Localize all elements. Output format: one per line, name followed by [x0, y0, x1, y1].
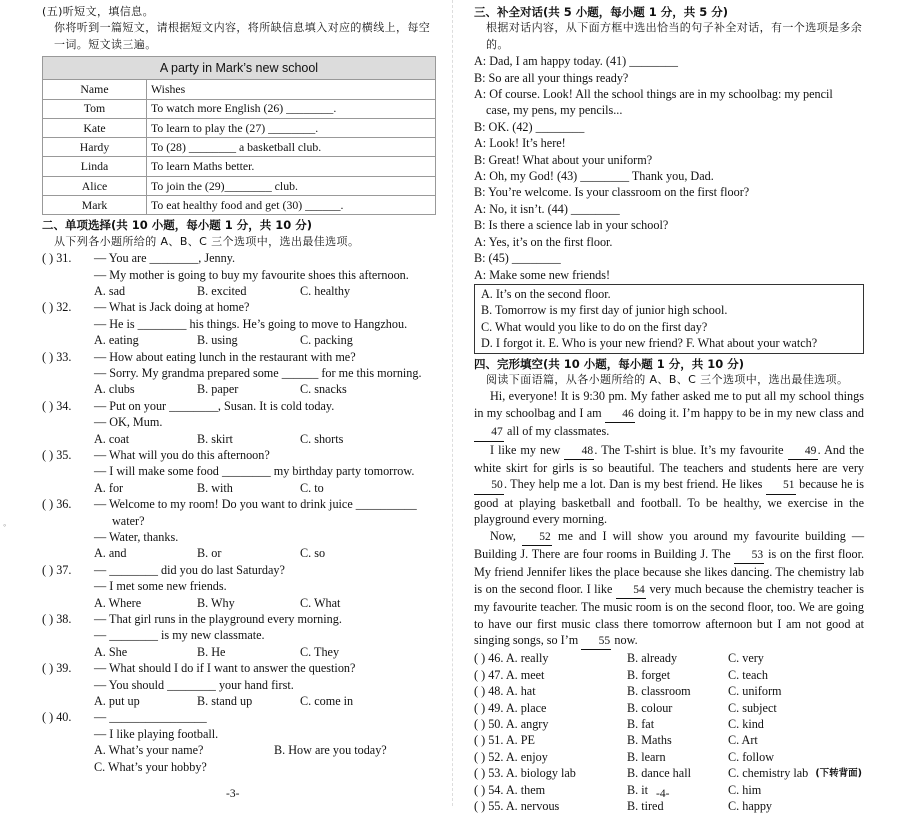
- cloze-option-c: C. him: [728, 782, 762, 797]
- table-cell: To learn Maths better.: [147, 157, 436, 176]
- right-page: [474, 4, 864, 815]
- question-line: — Water, thanks.: [94, 530, 179, 545]
- passage-paragraph: I like my new 48. The T-shirt is blue. It’s my favourite 49. And the white skirt for girls is so beautiful. The teachers and students here are very 50. They help me a lot. Dan is my best friend. He likes 51 because he is good at playing basketball and football. To be healthy, we exercise in the playground every morning.: [474, 442, 865, 527]
- question-number: ( ) 32.: [42, 300, 72, 315]
- cloze-option-b: B. tired: [627, 799, 664, 814]
- option-b: B. paper: [197, 382, 239, 397]
- dialog-line: A: Dad, I am happy today. (41) ________: [474, 54, 678, 69]
- cloze-option-b: B. forget: [627, 667, 671, 682]
- dialog: [474, 53, 864, 283]
- blank-46: 46: [605, 406, 635, 423]
- cloze-option-row: [474, 732, 864, 748]
- question-line: — ________ is my new classmate.: [94, 628, 265, 643]
- cloze-option-b: B. fat: [627, 717, 655, 732]
- option-c: C. snacks: [300, 382, 347, 397]
- option-a: A. What’s your name?: [94, 743, 204, 758]
- question-line: — My mother is going to buy my favourite shoes this afternoon.: [94, 267, 409, 282]
- blank-54: 54: [616, 582, 646, 599]
- table-cell: Tom: [43, 99, 147, 118]
- option-a: A. sad: [94, 283, 126, 298]
- cloze-option-a: ( ) 51. A. PE: [474, 733, 535, 748]
- cloze-option-c: C. very: [728, 651, 764, 666]
- cloze-option-b: B. dance hall: [627, 766, 691, 781]
- option-a: A. She: [94, 644, 128, 659]
- cloze-option-row: [474, 683, 864, 699]
- options-box: [474, 284, 864, 354]
- question-line: — I met some new friends.: [94, 579, 227, 594]
- table-cell: To eat healthy food and get (30) ______.: [147, 196, 436, 215]
- table-cell: To (28) ________ a basketball club.: [147, 138, 436, 157]
- question-number: ( ) 31.: [42, 251, 72, 266]
- question-line: — Sorry. My grandma prepared some ______ for me this morning.: [94, 365, 422, 380]
- question-line: — I like playing football.: [94, 726, 219, 741]
- blank-48: 48: [564, 443, 594, 460]
- cloze-passage: [474, 388, 864, 650]
- dialog-line: A: Oh, my God! (43) ________ Thank you, Dad.: [474, 169, 714, 184]
- cloze-option-a: ( ) 52. A. enjoy: [474, 749, 548, 764]
- question-line: — ________________: [94, 710, 207, 725]
- question-39: [42, 660, 436, 709]
- table-cell: To learn to play the (27) ________.: [147, 118, 436, 137]
- question-line: — You should ________ your hand first.: [94, 677, 294, 692]
- option-a: A. for: [94, 480, 124, 495]
- question-40: [42, 709, 436, 775]
- table-cell: Alice: [43, 176, 147, 195]
- cloze-option-a: ( ) 48. A. hat: [474, 684, 536, 699]
- question-line: — I will make some food ________ my birthday party tomorrow.: [94, 464, 415, 479]
- table-row: [43, 138, 436, 157]
- cloze-option-b: B. classroom: [627, 684, 691, 699]
- dialog-line: A: No, it isn’t. (44) ________: [474, 201, 620, 216]
- question-number: ( ) 35.: [42, 447, 72, 462]
- blank-50: 50: [474, 477, 504, 494]
- table-row: [43, 196, 436, 215]
- option-c: C. come in: [300, 694, 354, 709]
- dialog-line: case, my pens, my pencils...: [486, 103, 623, 118]
- cloze-option-c: C. follow: [728, 749, 775, 764]
- cloze-option-a: ( ) 50. A. angry: [474, 717, 549, 732]
- option-c: C. packing: [300, 333, 353, 348]
- option-a: A. eating: [94, 333, 139, 348]
- option-b: B. Why: [197, 595, 235, 610]
- cloze-option-b: B. colour: [627, 700, 673, 715]
- box-option: D. I forgot it. E. Who is your new friend? F. What about your watch?: [481, 336, 818, 351]
- question-33: [42, 349, 436, 398]
- dialog-line: B: (45) ________: [474, 251, 561, 266]
- option-a: A. and: [94, 546, 127, 561]
- cloze-option-a: ( ) 53. A. biology lab: [474, 766, 576, 781]
- table-cell: Kate: [43, 118, 147, 137]
- question-38: [42, 611, 436, 660]
- dialog-line: A: Of course. Look! All the school things are in my schoolbag: my pencil: [474, 87, 833, 102]
- table-header-wishes: Wishes: [147, 80, 436, 99]
- left-page: [42, 4, 436, 775]
- dialog-line: B: Is there a science lab in your school?: [474, 218, 669, 233]
- cloze-option-c: C. uniform: [728, 684, 782, 699]
- dialog-line: B: You’re welcome. Is your classroom on the first floor?: [474, 185, 750, 200]
- cloze-option-c: C. Art: [728, 733, 758, 748]
- question-32: [42, 299, 436, 348]
- blank-55: 55: [581, 633, 611, 650]
- page-number-left: -3-: [226, 787, 240, 800]
- cloze-option-row: [474, 667, 864, 683]
- cloze-option-row: [474, 700, 864, 716]
- cloze-option-c: C. chemistry lab: [728, 766, 809, 781]
- question-number: ( ) 39.: [42, 661, 72, 676]
- party-table: [42, 56, 436, 215]
- page-divider: [452, 0, 453, 806]
- cloze-option-c: C. happy: [728, 799, 773, 814]
- cloze-option-c: C. teach: [728, 667, 768, 682]
- cloze-option-b: B. Maths: [627, 733, 672, 748]
- option-c: C. healthy: [300, 283, 351, 298]
- option-c: C. What: [300, 595, 341, 610]
- cloze-option-b: B. learn: [627, 749, 666, 764]
- option-b: B. How are you today?: [274, 743, 387, 758]
- cloze-option-a: ( ) 49. A. place: [474, 700, 547, 715]
- question-34: [42, 398, 436, 447]
- question-line: — OK, Mum.: [94, 415, 163, 430]
- turn-over-note: (下转背面): [815, 768, 862, 779]
- question-line: — ________ did you do last Saturday?: [94, 562, 285, 577]
- question-line: — That girl runs in the playground every morning.: [94, 612, 342, 627]
- section4-instructions: 阅读下面语篇，从各小题所给的 A、B、C 三个选项中，选出最佳选项。: [486, 372, 849, 386]
- option-b: B. with: [197, 480, 233, 495]
- question-number: ( ) 33.: [42, 349, 72, 364]
- table-row: [43, 176, 436, 195]
- table-row: [43, 157, 436, 176]
- question-31: [42, 250, 436, 299]
- question-number: ( ) 38.: [42, 612, 72, 627]
- dialog-line: A: Yes, it’s on the first floor.: [474, 234, 613, 249]
- option-c: C. They: [300, 644, 340, 659]
- question-line: — What is Jack doing at home?: [94, 300, 250, 315]
- cloze-option-row: [474, 650, 864, 666]
- question-35: [42, 447, 436, 496]
- table-row: [43, 99, 436, 118]
- cloze-option-b: B. already: [627, 651, 678, 666]
- question-line: — What will you do this afternoon?: [94, 447, 270, 462]
- question-line: — Put on your ________, Susan. It is cold today.: [94, 398, 335, 413]
- section3-instructions: 根据对话内容，从下面方框中选出恰当的句子补全对话，有一个选项是多余的。: [486, 21, 863, 51]
- question-line: — What should I do if I want to answer the question?: [94, 661, 356, 676]
- table-row: [43, 118, 436, 137]
- passage-paragraph: Now, 52 me and I will show you around my favourite building — Building J. There are four rooms in Building J. The 53 is on the first floor. My friend Jennifer likes the place because she likes dancing. The chemistry lab is on the second floor. I like 54 very much because the chemistry teacher is my favourite teacher. The music room is on the second floor, too. We are going to have our first music class there tomorrow afternoon but I am not good at singing songs, so I’m 55 now.: [474, 528, 864, 651]
- cloze-option-c: C. subject: [728, 700, 777, 715]
- margin-mark: ◦: [3, 520, 7, 530]
- cloze-option-b: B. it: [627, 782, 648, 797]
- option-b: B. stand up: [197, 694, 253, 709]
- question-number: ( ) 34.: [42, 398, 72, 413]
- section4-title: 四、完形填空(共 10 小题，每小题 1 分，共 10 分): [474, 356, 745, 371]
- option-b: B. using: [197, 333, 238, 348]
- cloze-option-a: ( ) 46. A. really: [474, 651, 549, 666]
- option-b: B. He: [197, 644, 226, 659]
- option-b: B. skirt: [197, 431, 233, 446]
- passage-paragraph: Hi, everyone! It is 9:30 pm. My father asked me to put all my school things in my schoolbag and I am 46 doing it. I’m happy to be in my new class and 47 all of my classmates.: [474, 388, 864, 441]
- page-number-right: -4-: [656, 787, 670, 800]
- option-a: A. clubs: [94, 382, 135, 397]
- cloze-option-a: ( ) 55. A. nervous: [474, 799, 560, 814]
- table-cell: To join the (29)________ club.: [147, 176, 436, 195]
- cloze-option-row: [474, 749, 864, 765]
- question-36: [42, 496, 436, 562]
- table-header-name: Name: [43, 80, 147, 99]
- cloze-option-a: ( ) 54. A. them: [474, 782, 546, 797]
- cloze-option-c: C. kind: [728, 717, 764, 732]
- blank-52: 52: [522, 529, 552, 546]
- box-option: A. It’s on the second floor.: [481, 286, 611, 301]
- table-cell: Linda: [43, 157, 147, 176]
- blank-49: 49: [788, 443, 818, 460]
- option-c: C. shorts: [300, 431, 344, 446]
- option-b: B. or: [197, 546, 222, 561]
- option-b: B. excited: [197, 283, 247, 298]
- dialog-line: B: OK. (42) ________: [474, 119, 585, 134]
- question-number: ( ) 36.: [42, 497, 72, 512]
- option-a: A. put up: [94, 694, 140, 709]
- blank-47: 47: [474, 424, 504, 441]
- table-cell: To watch more English (26) ________.: [147, 99, 436, 118]
- question-number: ( ) 37.: [42, 562, 72, 577]
- cloze-option-row: [474, 765, 864, 781]
- option-a: A. Where: [94, 595, 142, 610]
- question-line: — Welcome to my room! Do you want to drink juice __________: [94, 497, 417, 512]
- box-option: C. What would you like to do on the first day?: [481, 319, 708, 334]
- option-c: C. so: [300, 546, 326, 561]
- section2-title: 二、单项选择(共 10 小题，每小题 1 分，共 10 分): [42, 218, 313, 233]
- section5-title: (五)听短文，填信息。: [42, 5, 154, 18]
- question-line: water?: [112, 513, 145, 528]
- dialog-line: A: Look! It’s here!: [474, 136, 566, 151]
- table-cell: Hardy: [43, 138, 147, 157]
- question-line: — How about eating lunch in the restaurant with me?: [94, 349, 356, 364]
- cloze-option-row: [474, 716, 864, 732]
- section5-instructions: 你将听到一篇短文，请根据短文内容，将所缺信息填入对应的横线上，每空一词。短文读三遍。: [54, 21, 431, 51]
- blank-51: 51: [766, 477, 796, 494]
- box-option: B. Tomorrow is my first day of junior high school.: [481, 303, 728, 318]
- cloze-option-a: ( ) 47. A. meet: [474, 667, 545, 682]
- blank-53: 53: [734, 547, 764, 564]
- mcq-list: [42, 250, 436, 709]
- question-line: — He is ________ his things. He’s going to move to Hangzhou.: [94, 316, 408, 331]
- question-number: ( ) 40.: [42, 710, 72, 725]
- section3-title: 三、补全对话(共 5 小题，每小题 1 分，共 5 分): [474, 5, 729, 19]
- question-37: [42, 562, 436, 611]
- dialog-line: B: Great! What about your uniform?: [474, 152, 653, 167]
- section2-instructions: 从下列各小题所给的 A、B、C 三个选项中，选出最佳选项。: [54, 234, 360, 248]
- table-cell: Mark: [43, 196, 147, 215]
- dialog-line: A: Make some new friends!: [474, 267, 611, 282]
- dialog-line: B: So are all your things ready?: [474, 70, 629, 85]
- option-c: C. to: [300, 480, 324, 495]
- option-a: A. coat: [94, 431, 130, 446]
- question-line: — You are ________, Jenny.: [94, 251, 236, 266]
- option-c: C. What’s your hobby?: [94, 759, 207, 774]
- table-title: A party in Mark’s new school: [43, 57, 436, 80]
